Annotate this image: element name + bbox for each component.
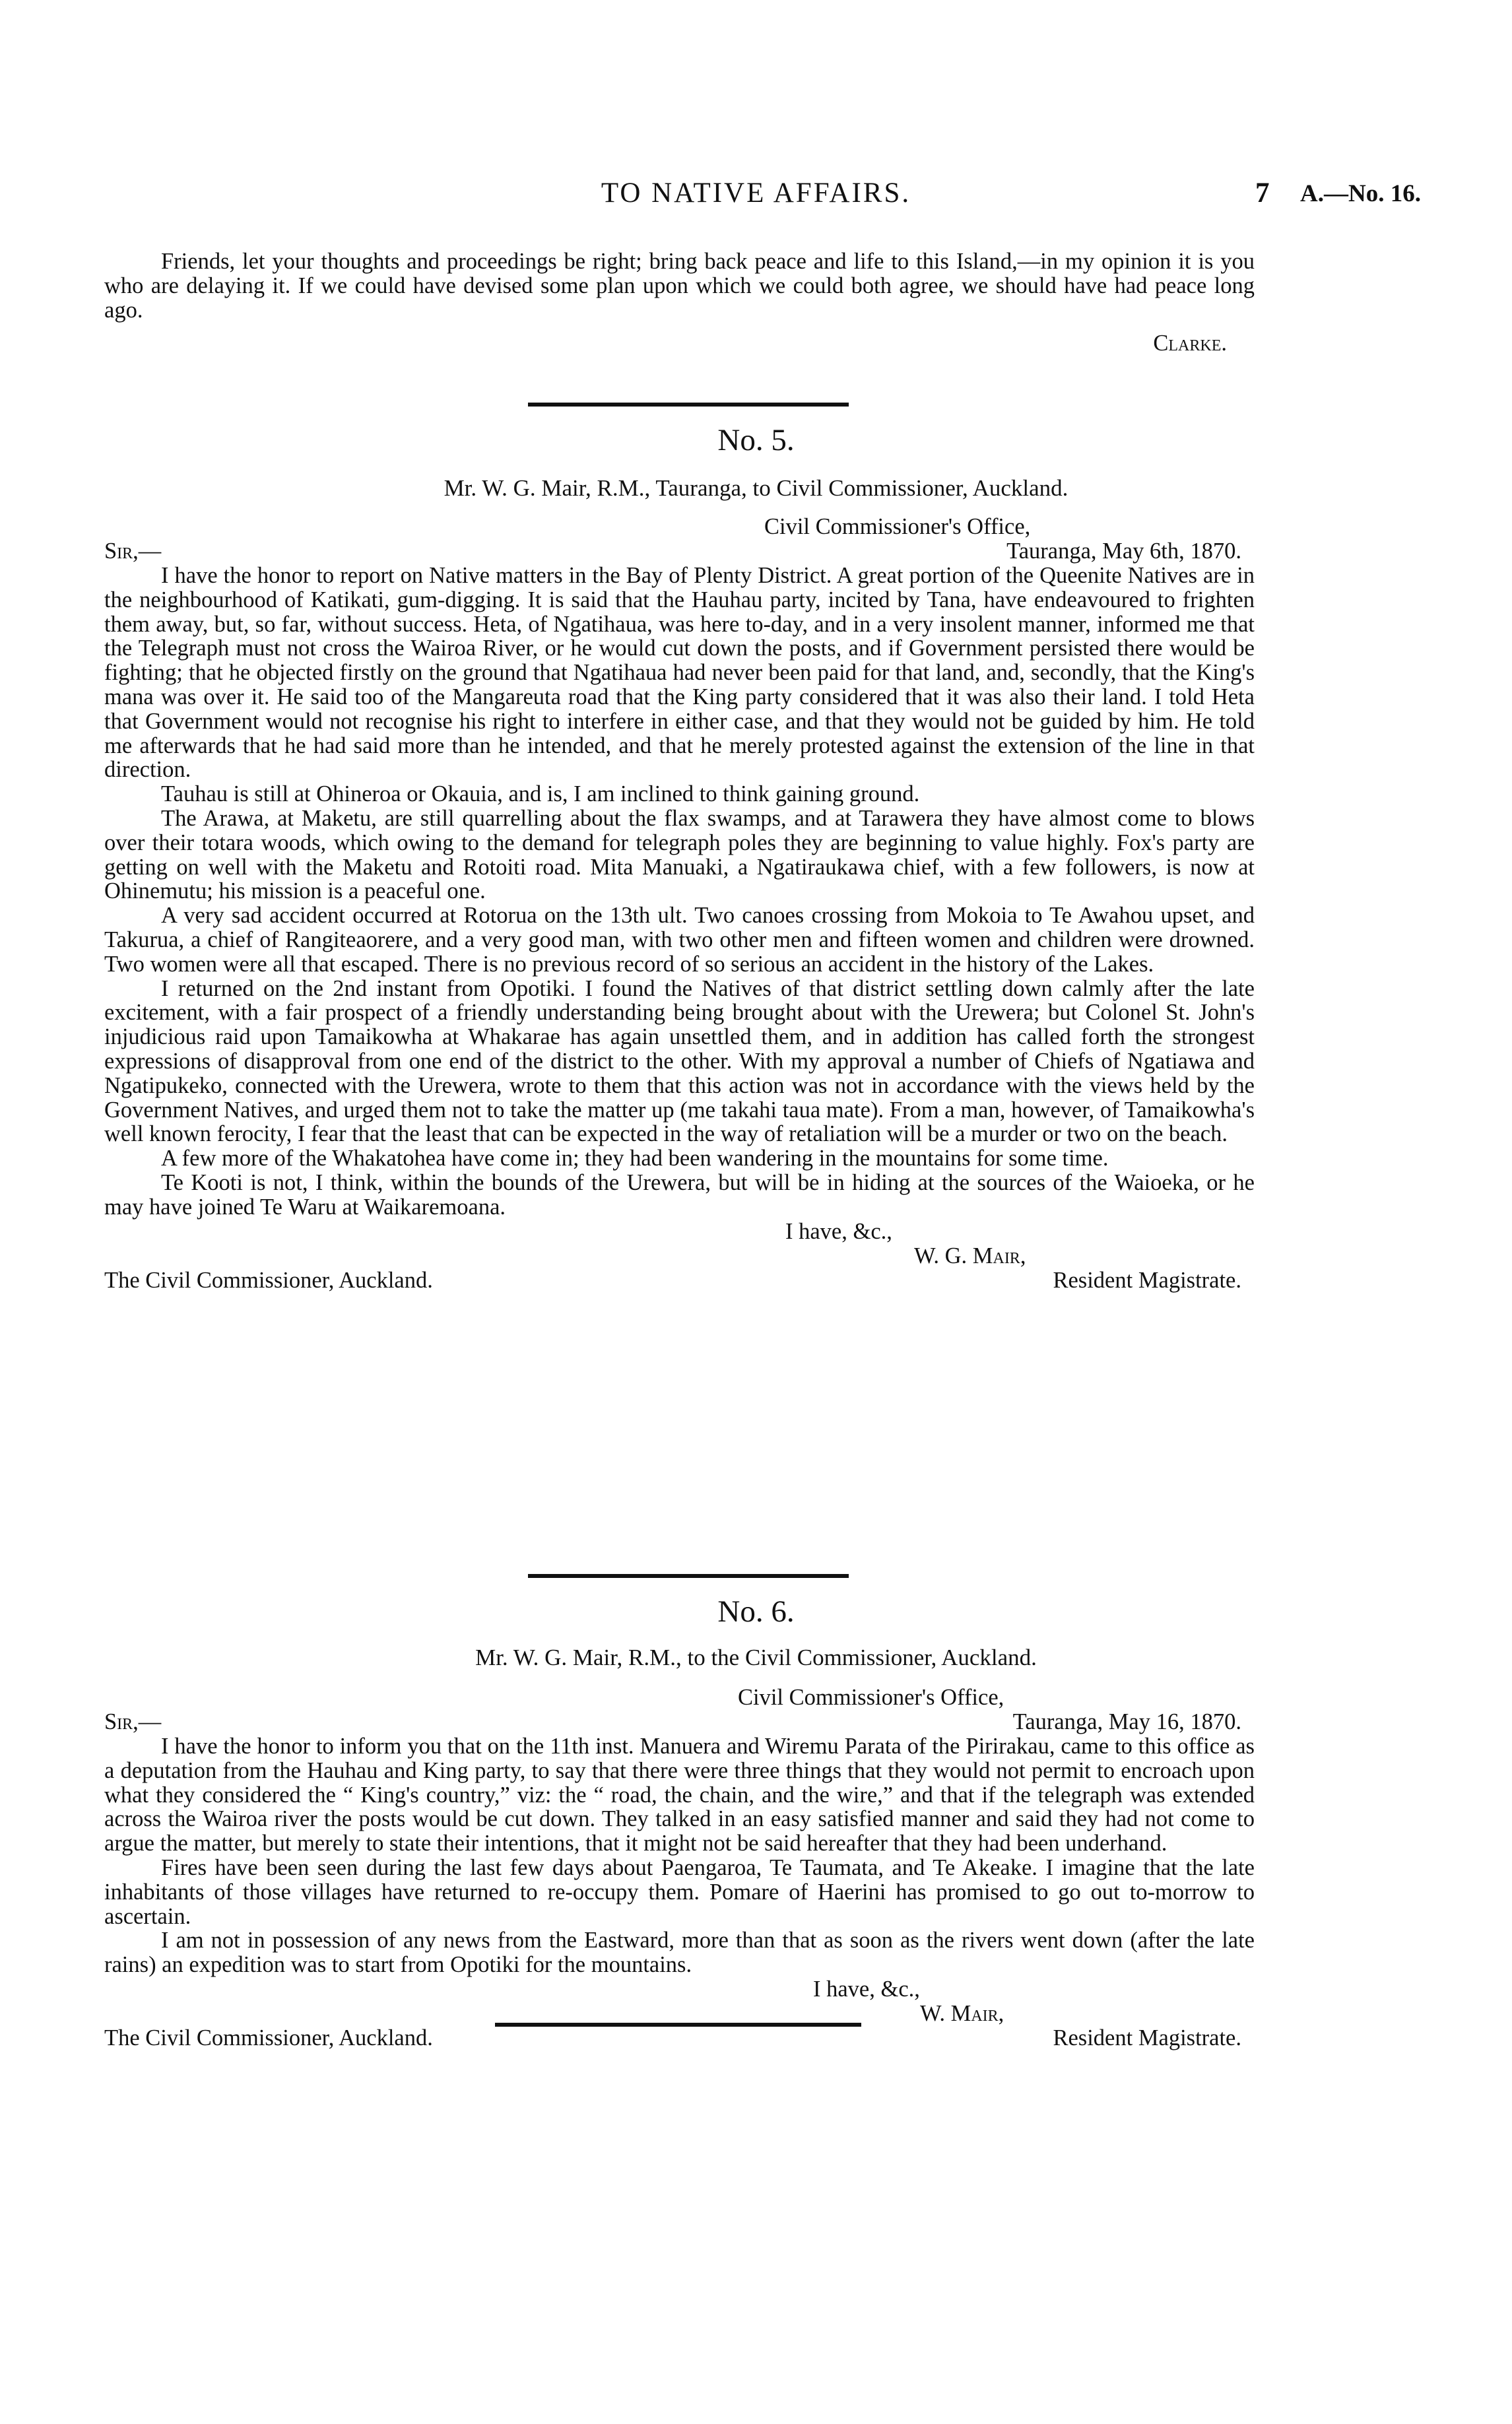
letter5-paragraph: Tauhau is still at Ohineroa or Okauia, and is, I am inclined to think gaining ground. — [161, 781, 920, 807]
letter5-office: Civil Commissioner's Office, — [764, 514, 1031, 539]
letter5-paragraph: I have the honor to report on Native matters in the Bay of Plenty District. A great portion of the Queenite Natives are in the neighbourhood of Katikati, gum-digging. It is said that the Hauhau party, incited by Tana, have endeavoured to frighten them away, but, so far, without success. Heta, of Ngatihaua, was here to-day, and in a very insolent manner, informed me that the Telegraph must not cross the Wairoa River, or he would cut down the posts, and if Government persisted there would be fighting; that he objected firstly on the ground that Ngatihaua had never been paid for that land, and, secondly, that the King's mana was over it. He said too of the Mangareuta road that the King party considered that it was also their land. I told Heta that Government would not recognise his right to interfere in either case, and that they would not be guided by him. He told me afterwards that he had said more than he intended, and that he merely protested against the extension of the line in that direction. — [104, 563, 1255, 783]
letter5-paragraph: I returned on the 2nd instant from Opotiki. I found the Natives of that district settling down calmly after the late excitement, with a fair prospect of a friendly understanding being brought about with the Urewera; but Colonel St. John's injudicious raid upon Tamaikowha at Whakarae has again unsettled them, and in addition has called forth the strongest expressions of disapproval from one end of the district to the other. With my approval a number of Chiefs of Ngatiawa and Ngatipukeko, connected with the Urewera, wrote to them that this action was not in accordance with the views held by the Government Natives, and urged them not to take the matter up (me takahi taua mate). From a man, however, of Tamaikowha's well known ferocity, I fear that the least that can be expected in the way of retaliation will be a murder or two on the beach. — [104, 975, 1255, 1147]
document-reference: A.—No. 16. — [1300, 180, 1421, 207]
letter6-salutation: Sir,— — [104, 1709, 162, 1734]
letter6-office-row — [104, 1686, 1255, 1710]
letter6-paragraph: Fires have been seen during the last few days about Paengaroa, Te Taumata, and Te Akeake. I imagine that the late inhabitants of those villages have returned to re-occupy them. Pomare of Haerini has promised to go out to-morrow to ascertain. — [104, 1854, 1255, 1929]
letter5-paragraph: Te Kooti is not, I think, within the bounds of the Urewera, but will be in hiding at the sources of the Waioeka, or he may have joined Te Waru at Waikaremoana. — [104, 1169, 1255, 1220]
letter6-closing: I have, &c., — [813, 1976, 920, 2002]
running-header — [0, 177, 1512, 216]
page-title: TO NATIVE AFFAIRS. — [601, 178, 911, 209]
letter6-signer: W. Mair, — [920, 2000, 1004, 2026]
letter6-paragraph: I have the honor to inform you that on the 11th inst. Manuera and Wiremu Parata of the Pirirakau, came to this office as a deputation from the Hauhau and King party, to say that there were three things that they would not permit to encroach upon what they considered the “ King's country,” viz: the “ road, the chain, and the wire,” and that if the telegraph was extended across the Wairoa river the posts would be cut down. They talked in an easy satisfied manner and said they had not come to argue the matter, but merely to state their intentions, that it might not be said hereafter that they had been underhand. — [104, 1734, 1255, 1856]
letter5-signer-title: Resident Magistrate. — [1053, 1267, 1241, 1293]
letter6-addressee-row — [104, 2026, 1255, 2050]
letter5-addressee-row — [104, 1268, 1255, 1293]
section-divider — [495, 2023, 861, 2027]
letter5-place-date: Tauranga, May 6th, 1870. — [1006, 539, 1241, 564]
letter6-body — [104, 1686, 1255, 2050]
page-number: 7 — [1255, 178, 1270, 209]
letter5-closing-row — [104, 1220, 1255, 1244]
section-divider — [528, 403, 849, 407]
letter6-addressee: The Civil Commissioner, Auckland. — [104, 2025, 433, 2050]
letter5-signer-row — [104, 1244, 1255, 1268]
letter5-closing: I have, &c., — [785, 1218, 892, 1244]
letter6-paragraph: I am not in possession of any news from the Eastward, more than that as soon as the rivers went down (after the late rains) an expedition was to start from Opotiki for the mountains. — [104, 1928, 1255, 1978]
letter6-office: Civil Commissioner's Office, — [738, 1685, 1004, 1710]
letter5-date-row — [104, 539, 1255, 564]
letter6-signer-title: Resident Magistrate. — [1053, 2025, 1241, 2050]
letter5-paragraph: A very sad accident occurred at Rotorua on the 13th ult. Two canoes crossing from Mokoia to Te Awahou upset, and Takurua, a chief of Rangiteaorere, and a very good man, with two other men and fifteen women and children were drowned. Two women were all that escaped. There is no previous record of so serious an accident in the history of the Lakes. — [104, 903, 1255, 977]
letter6-date-row — [104, 1710, 1255, 1734]
letter6-closing-row — [104, 1977, 1255, 2002]
letter6-number: No. 6. — [717, 1594, 795, 1629]
letter6-place-date: Tauranga, May 16, 1870. — [1012, 1709, 1241, 1734]
section-divider — [528, 1574, 849, 1578]
letter5-paragraph: The Arawa, at Maketu, are still quarrelling about the flax swamps, and at Tarawera they have almost come to blows over their totara woods, which owing to the demand for telegraph poles they are beginning to value highly. Fox's party are getting on well with the Maketu and Rotoiti road. Mita Manuaki, a Ngatiraukawa chief, with a few followers, is now at Ohinemutu; his mission is a peaceful one. — [104, 805, 1255, 904]
letter5-signer: W. G. Mair, — [914, 1243, 1026, 1268]
intro-paragraph: Friends, let your thoughts and proceedings be right; bring back peace and life to this Island,—in my opinion it is you who are delaying it. If we could have devised some plan upon which we could both agree, we should have had peace long ago. — [104, 249, 1255, 323]
letter5-body — [104, 515, 1255, 1293]
letter5-addressee: The Civil Commissioner, Auckland. — [104, 1267, 433, 1293]
intro-section — [104, 249, 1255, 356]
letter6-subheading: Mr. W. G. Mair, R.M., to the Civil Commissioner, Auckland. — [475, 1645, 1037, 1670]
letter5-office-row — [104, 515, 1255, 539]
intro-signature: Clarke. — [1153, 331, 1227, 356]
letter5-salutation: Sir,— — [104, 539, 162, 564]
letter5-subheading: Mr. W. G. Mair, R.M., Tauranga, to Civil Commissioner, Auckland. — [444, 475, 1068, 501]
letter5-number: No. 5. — [717, 423, 795, 457]
letter5-paragraph: A few more of the Whakatohea have come in; they had been wandering in the mountains for some time. — [161, 1146, 1109, 1171]
